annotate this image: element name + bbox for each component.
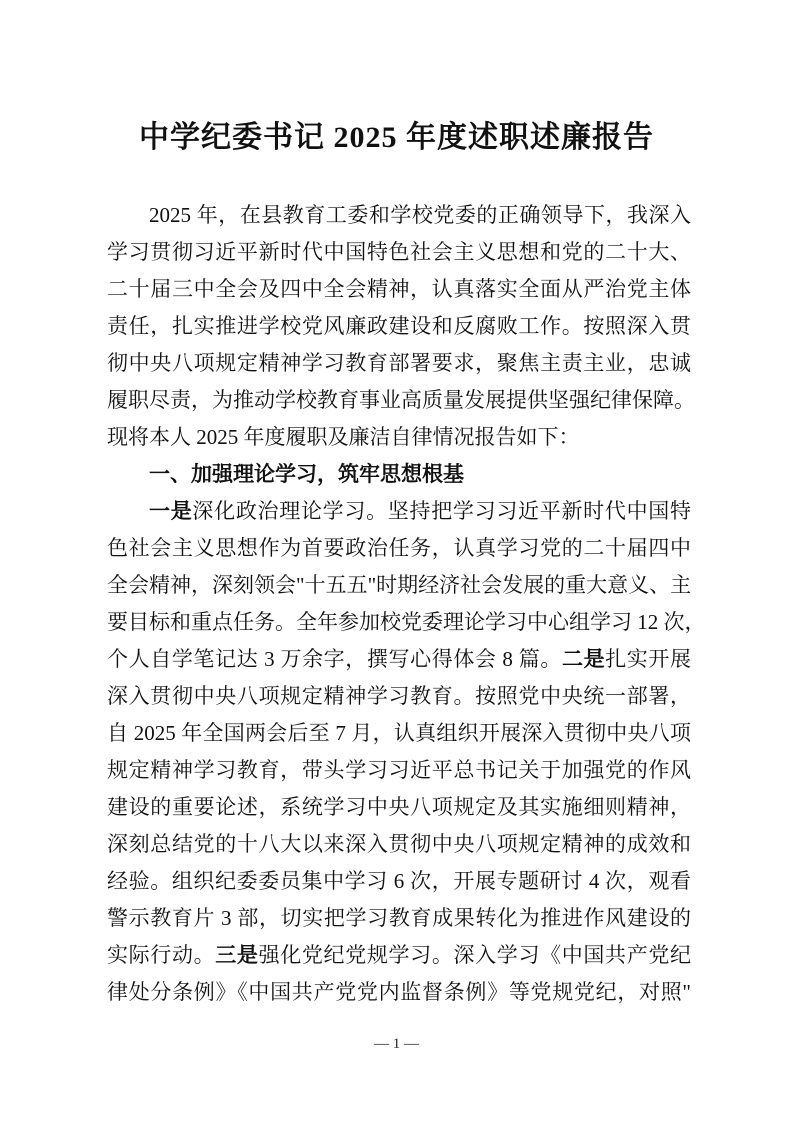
paragraph [107, 197, 695, 456]
document-body [107, 197, 706, 1011]
text-line [107, 789, 691, 826]
text-line [107, 974, 691, 1011]
text-segment: 自 2025 年全国两会后至 7 月，认真组织开展深入贯彻中央八项 [107, 721, 691, 745]
text-segment: 要目标和重点任务。全年参加校党委理论学习中心组学习 12 次， [107, 610, 706, 634]
text-line [107, 863, 691, 900]
text-line [107, 715, 691, 752]
text-segment: 深刻总结党的十八大以来深入贯彻中央八项规定精神的成效和 [107, 832, 691, 856]
text-segment: 规定精神学习教育，带头学习习近平总书记关于加强党的作风 [107, 758, 691, 782]
paragraph [107, 493, 706, 1011]
text-line [107, 382, 695, 419]
text-segment: 建设的重要论述，系统学习中央八项规定及其实施细则精神， [107, 795, 691, 819]
text-line [107, 826, 691, 863]
text-line [107, 567, 691, 604]
text-line [107, 937, 691, 974]
text-segment: 深入贯彻中央八项规定精神学习教育。按照党中央统一部署， [107, 684, 691, 708]
text-segment: 彻中央八项规定精神学习教育部署要求，聚焦主责主业，忠诚 [107, 351, 691, 375]
text-line [107, 308, 691, 345]
text-segment: 全会精神，深刻领会"十五五"时期经济社会发展的重大意义、主 [107, 573, 692, 597]
text-line [107, 493, 691, 530]
text-segment: 责任，扎实推进学校党风廉政建设和反腐败工作。按照深入贯 [107, 314, 691, 338]
text-segment: 强化党纪党规学习。深入学习《中国共产党纪 [258, 943, 692, 967]
text-segment: 个人自学笔记达 3 万余字，撰写心得体会 8 篇。 [107, 647, 562, 671]
page-number: — 1 — [374, 1036, 419, 1052]
text-line [107, 419, 691, 456]
text-segment: 色社会主义思想作为首要政治任务，认真学习党的二十届四中 [107, 536, 691, 560]
text-line [107, 678, 691, 715]
text-line [107, 530, 691, 567]
text-segment: 履职尽责，为推动学校教育事业高质量发展提供坚强纪律保障。 [107, 388, 695, 412]
document-title: 中学纪委书记 2025 年度述职述廉报告 [139, 121, 654, 154]
section-heading [107, 456, 691, 493]
text-line [107, 456, 691, 493]
text-segment: 警示教育片 3 部，切实把学习教育成果转化为推进作风建设的 [107, 906, 691, 930]
text-line [107, 641, 691, 678]
text-segment: 经验。组织纪委委员集中学习 6 次，开展专题研讨 4 次，观看 [107, 869, 691, 893]
text-line [107, 197, 691, 234]
text-segment: 二十届三中全会及四中全会精神，认真落实全面从严治党主体 [107, 277, 691, 301]
text-segment: 深化政治理论学习。坚持把学习习近平新时代中国特 [192, 499, 692, 523]
text-segment: 实际行动。 [107, 943, 216, 967]
bold-lead-phrase: 二是 [561, 647, 606, 671]
bold-lead-phrase: 三是 [215, 943, 259, 967]
text-line [107, 234, 691, 271]
text-segment: 一、加强理论学习，筑牢思想根基 [149, 463, 464, 486]
text-segment: 学习贯彻习近平新时代中国特色社会主义思想和党的二十大、 [107, 240, 691, 264]
text-segment: 2025 年，在县教育工委和学校党委的正确领导下，我深入 [149, 203, 691, 227]
text-line [107, 271, 691, 308]
text-line [107, 900, 691, 937]
text-line [107, 752, 691, 789]
text-segment: 律处分条例》《中国共产党党内监督条例》等党规党纪，对照" [107, 980, 691, 1004]
text-line [107, 604, 706, 641]
text-segment: 扎实开展 [605, 647, 692, 671]
bold-lead-phrase: 一是 [149, 499, 193, 523]
text-line [107, 345, 691, 382]
text-segment: 现将本人 2025 年度履职及廉洁自律情况报告如下： [107, 425, 580, 449]
